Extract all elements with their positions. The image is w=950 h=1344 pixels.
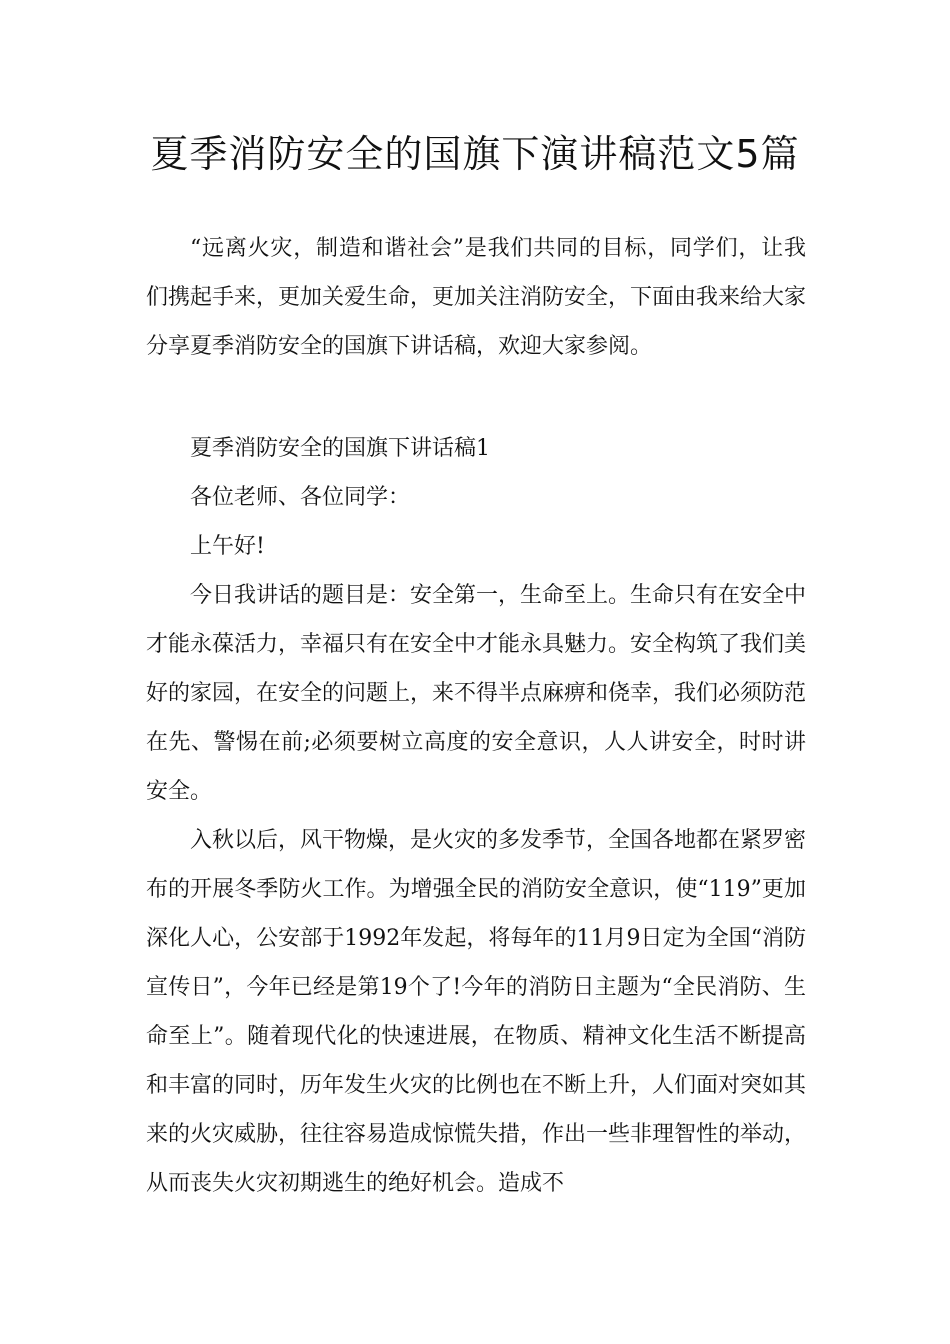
body-paragraph-1: 今日我讲话的题目是：安全第一，生命至上。生命只有在安全中才能永葆活力，幸福只有在安全中才能永具魅力。安全构筑了我们美好的家园，在安全的问题上，来不得半点麻痹和侥幸，我们必须防范在先、警惕在前;必须要树立高度的安全意识，人人讲安全，时时讲安全。: [146, 583, 807, 804]
salutation-line: 各位老师、各位同学：: [190, 485, 411, 510]
intro-paragraph: “远离火灾，制造和谐社会”是我们共同的目标，同学们，让我们携起手来，更加关爱生命，更加关注消防安全，下面由我来给大家分享夏季消防安全的国旗下讲话稿，欢迎大家参阅。: [146, 236, 807, 359]
document-body: [146, 224, 806, 1208]
greeting-line: 上午好!: [190, 534, 265, 559]
section-heading: 夏季消防安全的国旗下讲话稿1: [190, 436, 490, 461]
body-paragraph-2: 入秋以后，风干物燥，是火灾的多发季节，全国各地都在紧罗密布的开展冬季防火工作。为增强全民的消防安全意识，使“119”更加深化人心，公安部于1992年发起，将每年的11月9日定为全国“消防宣传日”，今年已经是第19个了!今年的消防日主题为“全民消防、生命至上”。随着现代化的快速进展，在物质、精神文化生活不断提高和丰富的同时，历年发生火灾的比例也在不断上升，人们面对突如其来的火灾威胁，往往容易造成惊慌失措，作出一些非理智性的举动，从而丧失火灾初期逃生的绝好机会。造成不: [146, 828, 807, 1196]
document-title: 夏季消防安全的国旗下演讲稿范文5篇: [150, 132, 800, 176]
